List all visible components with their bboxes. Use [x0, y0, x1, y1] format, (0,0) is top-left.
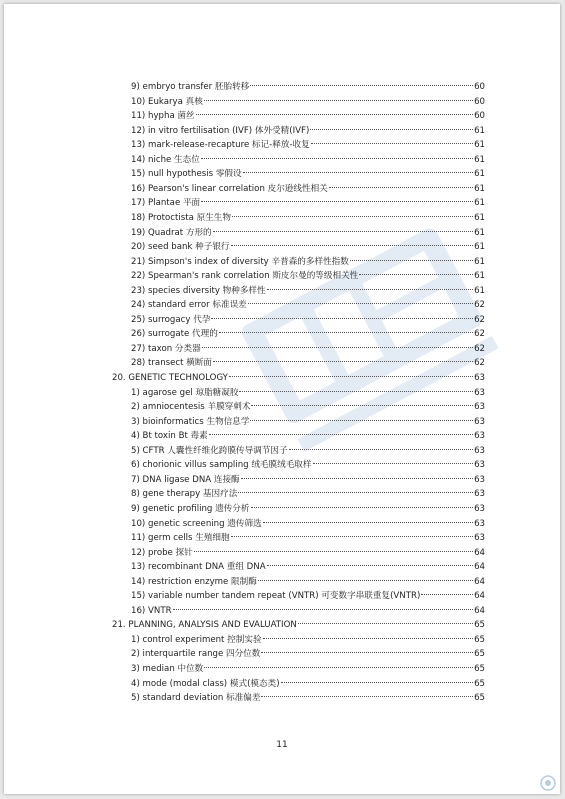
dot-leader — [359, 274, 473, 275]
toc-page-number: 60 — [474, 82, 485, 92]
toc-page-number: 64 — [474, 547, 485, 558]
toc-entry-label: 3) bioinformatics 生物信息学 — [131, 416, 250, 427]
dot-leader — [289, 449, 473, 450]
toc-entry-row[interactable] — [131, 298, 485, 312]
toc-page-number: 61 — [474, 169, 485, 180]
toc-entry-label: 19) Quadrat 方形的 — [131, 227, 212, 238]
dot-leader — [310, 129, 473, 130]
toc-entry-row[interactable] — [131, 502, 485, 516]
dot-leader — [263, 638, 474, 639]
dot-leader — [173, 609, 474, 610]
toc-entry-row[interactable] — [131, 342, 485, 356]
toc-entry-label: 2) interquartile range 四分位数 — [131, 649, 261, 660]
toc-page-number: 61 — [474, 212, 485, 223]
dot-leader — [329, 187, 473, 188]
toc-entry-label: 12) probe 探针 — [131, 547, 193, 558]
toc-page-number: 63 — [474, 445, 485, 456]
toc-page-number: 61 — [474, 183, 485, 194]
dot-leader — [261, 696, 473, 697]
toc-page-number: 61 — [474, 227, 485, 238]
toc-entry-label: 22) Spearman's rank correlation 斯皮尔曼的等级相关性 — [131, 271, 359, 282]
toc-entry-label: 2) amniocentesis 羊膜穿刺术 — [131, 402, 251, 413]
dot-leader — [250, 85, 473, 86]
dot-leader — [201, 158, 473, 159]
toc-entry-label: 15) variable number tandem repeat (VNTR) 可变数字串联重复(VNTR) — [131, 591, 421, 602]
toc-page-number: 62 — [474, 300, 485, 311]
toc-entry-row[interactable] — [131, 633, 485, 647]
toc-entry-row[interactable] — [131, 95, 485, 109]
dot-leader — [229, 376, 473, 377]
toc-page-number: 63 — [474, 474, 485, 485]
toc-entry-label: 25) surrogacy 代孕 — [131, 314, 211, 325]
toc-page-number: 61 — [474, 140, 485, 151]
toc-entry-row[interactable] — [131, 546, 485, 560]
dot-leader — [213, 231, 473, 232]
toc-page-number: 62 — [474, 358, 485, 369]
dot-leader — [231, 245, 474, 246]
toc-page-number: 63 — [474, 373, 485, 383]
dot-leader — [281, 682, 473, 683]
toc-page-number: 63 — [474, 518, 485, 529]
toc-entry-label: 14) restriction enzyme 限制酶 — [131, 576, 257, 587]
dot-leader — [421, 594, 473, 595]
toc-entry-label: 15) null hypothesis 零假设 — [131, 169, 242, 180]
toc-entry-row[interactable] — [131, 589, 485, 603]
toc-entry-label: 9) embryo transfer 胚胎转移 — [131, 82, 250, 92]
toc-entry-row[interactable] — [131, 444, 485, 458]
toc-page-number: 65 — [474, 634, 485, 645]
toc-entry-label: 16) Pearson's linear correlation 皮尔逊线性相关 — [131, 183, 328, 194]
dot-leader — [232, 216, 473, 217]
toc-page-number: 63 — [474, 431, 485, 442]
toc-page-number: 61 — [474, 125, 485, 136]
dot-leader — [204, 100, 473, 101]
toc-entry-label: 10) Eukarya 真核 — [131, 96, 203, 107]
dot-leader — [196, 114, 473, 115]
toc-page-number: 63 — [474, 402, 485, 413]
toc-entry-label: 11) germ cells 生殖细胞 — [131, 533, 230, 544]
toc-page-number: 65 — [474, 693, 485, 704]
toc-page-number: 65 — [474, 678, 485, 689]
toc-entry-row[interactable] — [131, 386, 485, 400]
toc-entry-row[interactable] — [131, 109, 485, 123]
dot-leader — [239, 391, 473, 392]
toc-entry-label: 20. GENETIC TECHNOLOGY — [112, 373, 228, 383]
toc-entry-row[interactable] — [131, 182, 485, 196]
toc-entry-label: 21. PLANNING, ANALYSIS AND EVALUATION — [112, 620, 297, 631]
toc-entry-row[interactable] — [131, 662, 485, 676]
document-page — [4, 4, 560, 794]
toc-entry-label: 1) agarose gel 琼脂糖凝胶 — [131, 387, 239, 398]
toc-entry-row[interactable] — [131, 517, 485, 531]
dot-leader — [313, 463, 474, 464]
toc-entry-label: 20) seed bank 种子银行 — [131, 242, 230, 253]
toc-entry-row[interactable] — [131, 356, 485, 370]
toc-entry-row[interactable] — [131, 487, 485, 501]
dot-leader — [251, 507, 474, 508]
toc-entry-label: 11) hypha 菌丝 — [131, 111, 195, 122]
toc-page-number: 63 — [474, 533, 485, 544]
dot-leader — [251, 405, 473, 406]
toc-entry-label: 6) chorionic villus sampling 绒毛膜绒毛取样 — [131, 460, 312, 471]
dot-leader — [241, 478, 473, 479]
toc-entry-label: 13) recombinant DNA 重组 DNA — [131, 562, 266, 573]
toc-entry-row[interactable] — [131, 473, 485, 487]
dot-leader — [194, 551, 473, 552]
toc-entry-row[interactable] — [131, 255, 485, 269]
toc-page-number: 65 — [474, 664, 485, 674]
toc-entry-row[interactable] — [131, 313, 485, 327]
toc-entry-label: 4) Bt toxin Bt 毒素 — [131, 431, 208, 442]
dot-leader — [219, 332, 473, 333]
toc-page-number: 61 — [474, 271, 485, 282]
toc-entry-label: 5) standard deviation 标准偏差 — [131, 693, 261, 704]
toc-section-row[interactable] — [112, 371, 485, 385]
toc-entry-label: 1) control experiment 控制实验 — [131, 634, 262, 645]
toc-entry-row[interactable] — [131, 400, 485, 414]
toc-entry-row[interactable] — [131, 226, 485, 240]
dot-leader — [250, 420, 473, 421]
toc-entry-label: 5) CFTR 人囊性纤维化跨膜传导调节因子 — [131, 445, 288, 456]
toc-entry-row[interactable] — [131, 531, 485, 545]
toc-page-number: 61 — [474, 285, 485, 296]
toc-entry-row[interactable] — [131, 604, 485, 618]
toc-entry-row[interactable] — [131, 575, 485, 589]
toc-entry-label: 3) median 中位数 — [131, 664, 204, 674]
toc-entry-label: 24) standard error 标准误差 — [131, 300, 247, 311]
toc-entry-label: 9) genetic profiling 遗传分析 — [131, 503, 250, 514]
toc-page-number: 60 — [474, 96, 485, 107]
toc-page-number: 61 — [474, 198, 485, 209]
toc-entry-row[interactable] — [131, 560, 485, 574]
dot-leader — [211, 318, 473, 319]
toc-page-number: 64 — [474, 591, 485, 602]
toc-page-number: 62 — [474, 314, 485, 325]
toc-page-number: 61 — [474, 256, 485, 267]
toc-entry-label: 21) Simpson's index of diversity 辛普森的多样性指数 — [131, 256, 349, 267]
toc-page-number: 64 — [474, 562, 485, 573]
toc-entry-row[interactable] — [131, 80, 485, 94]
toc-entry-row[interactable] — [131, 677, 485, 691]
toc-entry-label: 17) Plantae 平面 — [131, 198, 201, 209]
dot-leader — [209, 434, 473, 435]
toc-section-row[interactable] — [112, 618, 485, 632]
toc-page-number: 62 — [474, 343, 485, 354]
toc-entry-label: 28) transect 横断面 — [131, 358, 213, 369]
toc-entry-row[interactable] — [131, 691, 485, 705]
toc-page-number: 63 — [474, 387, 485, 398]
dot-leader — [311, 143, 473, 144]
dot-leader — [350, 260, 473, 261]
toc-entry-label: 8) gene therapy 基因疗法 — [131, 489, 238, 500]
toc-entry-row[interactable] — [131, 647, 485, 661]
dot-leader — [231, 536, 473, 537]
dot-leader — [267, 565, 473, 566]
toc-entry-row[interactable] — [131, 211, 485, 225]
toc-entry-row[interactable] — [131, 327, 485, 341]
corner-seal-icon — [539, 774, 557, 792]
toc-page-number: 61 — [474, 154, 485, 165]
toc-entry-label: 18) Protoctista 原生生物 — [131, 212, 231, 223]
toc-page-number: 61 — [474, 242, 485, 253]
toc-entry-label: 16) VNTR — [131, 605, 172, 616]
dot-leader — [258, 580, 473, 581]
toc-entry-row[interactable] — [131, 240, 485, 254]
dot-leader — [204, 667, 473, 668]
dot-leader — [202, 347, 473, 348]
toc-page-number: 63 — [474, 489, 485, 500]
dot-leader — [298, 623, 473, 624]
toc-entry-label: 23) species diversity 物种多样性 — [131, 285, 266, 296]
toc-entry-row[interactable] — [131, 458, 485, 472]
dot-leader — [267, 289, 473, 290]
toc-page-number: 65 — [474, 649, 485, 660]
toc-page-number: 64 — [474, 576, 485, 587]
toc-entry-label: 13) mark-release-recapture 标记-释放-收复 — [131, 140, 310, 151]
toc-entry-row[interactable] — [131, 269, 485, 283]
dot-leader — [248, 303, 473, 304]
dot-leader — [243, 172, 473, 173]
toc-page-number: 64 — [474, 605, 485, 616]
toc-entry-row[interactable] — [131, 415, 485, 429]
page-number: 11 — [276, 740, 288, 750]
toc-entry-label: 10) genetic screening 遗传筛选 — [131, 518, 262, 529]
dot-leader — [213, 361, 473, 362]
toc-entry-row[interactable] — [131, 196, 485, 210]
toc-entry-row[interactable] — [131, 167, 485, 181]
toc-entry-label: 26) surrogate 代理的 — [131, 329, 218, 340]
toc-entry-row[interactable] — [131, 124, 485, 138]
dot-leader — [261, 652, 473, 653]
toc-page-number: 62 — [474, 329, 485, 340]
toc-page-number: 63 — [474, 416, 485, 427]
toc-page-number: 60 — [474, 111, 485, 122]
toc-entry-label: 12) in vitro fertilisation (IVF) 体外受精(IVF) — [131, 125, 310, 136]
toc-entry-label: 7) DNA ligase DNA 连接酶 — [131, 474, 240, 485]
toc-entry-label: 27) taxon 分类器 — [131, 343, 201, 354]
toc-entry-row[interactable] — [131, 284, 485, 298]
toc-page-number: 63 — [474, 460, 485, 471]
toc-entry-label: 14) niche 生态位 — [131, 154, 200, 165]
toc-entry-row[interactable] — [131, 138, 485, 152]
toc-entry-label: 4) mode (modal class) 模式(模态类) — [131, 678, 280, 689]
toc-entry-row[interactable] — [131, 429, 485, 443]
dot-leader — [238, 492, 473, 493]
toc-page-number: 63 — [474, 503, 485, 514]
dot-leader — [201, 201, 473, 202]
toc-entry-row[interactable] — [131, 153, 485, 167]
toc-page-number: 65 — [474, 620, 485, 631]
dot-leader — [263, 522, 473, 523]
